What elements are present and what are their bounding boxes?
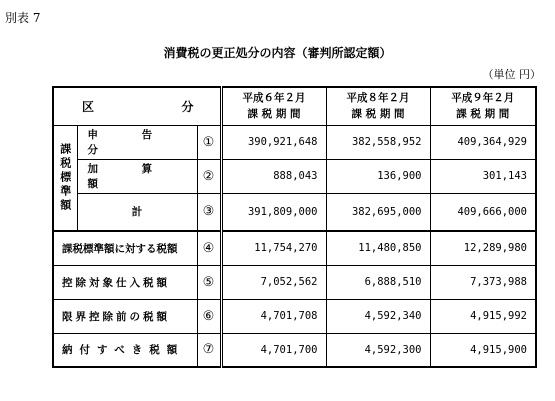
table-cell: 11,480,850 <box>326 231 430 265</box>
table-cell: 409,666,000 <box>430 193 536 231</box>
table-row <box>53 125 536 159</box>
row-number: ⑥ <box>197 299 221 333</box>
table-cell: 6,888,510 <box>326 265 430 299</box>
row-label-text: 申 告 分 <box>87 129 173 156</box>
table-row <box>53 231 536 265</box>
row-label <box>77 159 197 193</box>
column-header-line2: 課 税 期 間 <box>351 108 405 121</box>
row-number: ⑤ <box>197 265 221 299</box>
row-label: 計 <box>77 193 197 231</box>
table-row <box>53 299 536 333</box>
row-number: ⑦ <box>197 333 221 367</box>
column-header <box>430 87 536 125</box>
group-label <box>53 125 77 231</box>
row-number: ② <box>197 159 221 193</box>
corner-header <box>53 87 221 125</box>
corner-left-label: 区 <box>82 99 95 114</box>
row-label: 控除対象仕入税額 <box>53 265 197 299</box>
row-label <box>77 125 197 159</box>
table-cell: 888,043 <box>221 159 326 193</box>
table-cell: 4,915,900 <box>430 333 536 367</box>
unit-label: （単位 円） <box>482 68 541 81</box>
table-row <box>53 193 536 231</box>
row-label: 納付すべき税額 <box>53 333 197 367</box>
table-cell: 12,289,980 <box>430 231 536 265</box>
table-cell: 301,143 <box>430 159 536 193</box>
table-cell: 136,900 <box>326 159 430 193</box>
table-cell: 7,052,562 <box>221 265 326 299</box>
tax-table <box>52 86 537 368</box>
table-cell: 4,701,700 <box>221 333 326 367</box>
header-row <box>53 87 536 125</box>
table-cell: 390,921,648 <box>221 125 326 159</box>
row-number: ③ <box>197 193 221 231</box>
table-cell: 11,754,270 <box>221 231 326 265</box>
column-header-line2: 課 税 期 間 <box>247 108 301 121</box>
table-cell: 382,695,000 <box>326 193 430 231</box>
table-cell: 4,592,340 <box>326 299 430 333</box>
column-header-line1: 平成９年２月 <box>451 92 515 105</box>
column-header-line1: 平成６年２月 <box>242 92 306 105</box>
table-cell: 7,373,988 <box>430 265 536 299</box>
row-number: ① <box>197 125 221 159</box>
page-title: 消費税の更正処分の内容（審判所認定額） <box>163 46 392 60</box>
appendix-label: 別表 7 <box>5 11 41 25</box>
table-cell: 4,701,708 <box>221 299 326 333</box>
column-header-line1: 平成８年２月 <box>346 92 410 105</box>
row-label: 限界控除前の税額 <box>53 299 197 333</box>
table-cell: 382,558,952 <box>326 125 430 159</box>
table-row <box>53 333 536 367</box>
column-header <box>326 87 430 125</box>
table-cell: 4,915,992 <box>430 299 536 333</box>
row-label: 課税標準額に対する税額 <box>53 231 197 265</box>
table-cell: 4,592,300 <box>326 333 430 367</box>
corner-right-label: 分 <box>181 99 194 114</box>
row-number: ④ <box>197 231 221 265</box>
column-header <box>221 87 326 125</box>
row-label-text: 加 算 額 <box>87 163 173 190</box>
group-label-text: 課税標準額 <box>58 142 72 213</box>
table-row <box>53 159 536 193</box>
table-cell: 409,364,929 <box>430 125 536 159</box>
table-row <box>53 265 536 299</box>
column-header-line2: 課 税 期 間 <box>456 108 510 121</box>
table-cell: 391,809,000 <box>221 193 326 231</box>
